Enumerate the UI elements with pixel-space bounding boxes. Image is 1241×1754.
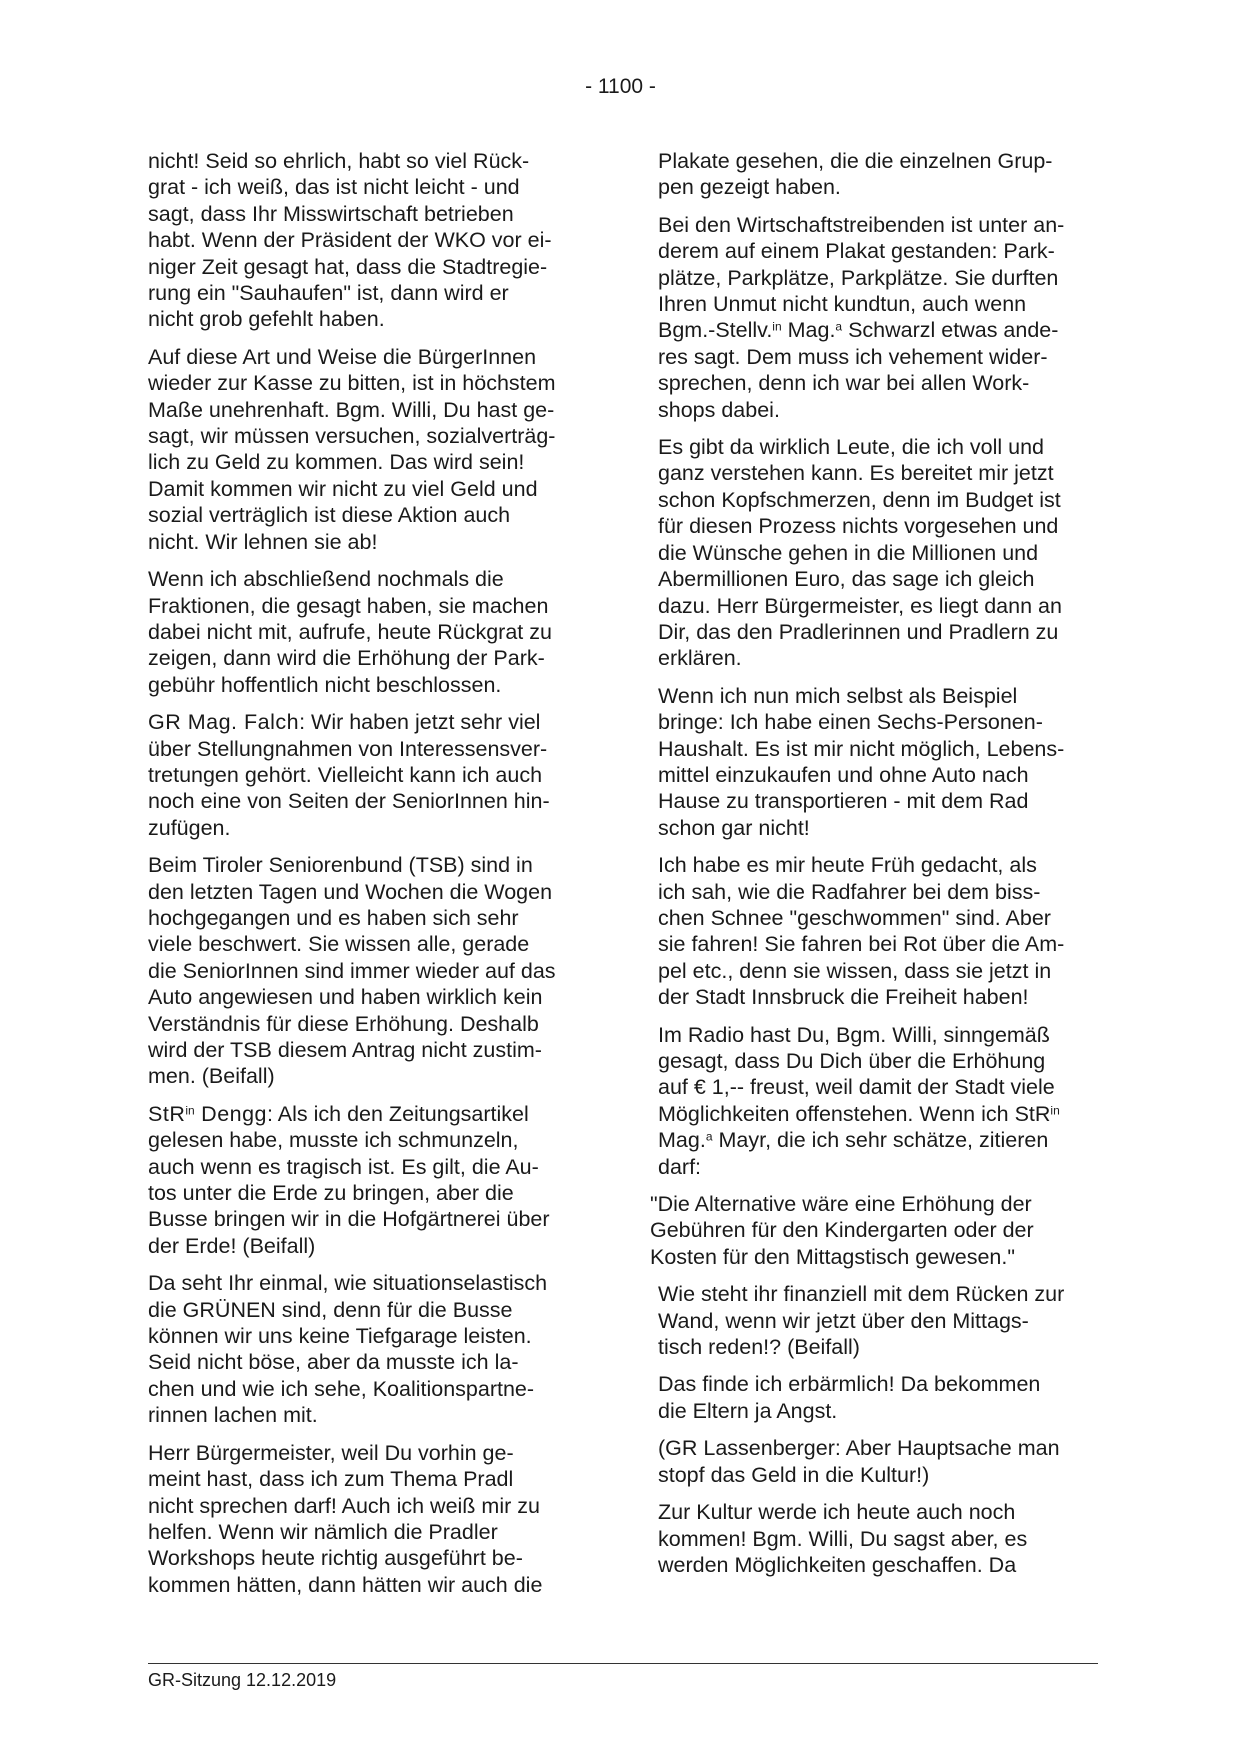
superscript: a bbox=[705, 1129, 713, 1144]
superscript: in bbox=[772, 319, 782, 334]
footer-session-date: GR-Sitzung 12.12.2019 bbox=[148, 1670, 337, 1690]
paragraph: Wie steht ihr finanziell mit dem Rücken zur Wand, wenn wir jetzt über den Mittags- tisch reden!? (Beifall) bbox=[658, 1282, 1065, 1360]
text-run: Mag. bbox=[658, 1128, 706, 1153]
paragraph: Es gibt da wirklich Leute, die ich voll und ganz verstehen kann. Es bereitet mir jetzt schon Kopfschmerzen, denn im Budget ist für diesen Prozess nichts vorgesehen und die Wünsche gehen in die Millionen und Abermillionen Euro, das sage ich gleich dazu. Herr Bürgermeister, es liegt dann an Dir, das den Pradlerinnen und Pradlern zu erklären. bbox=[658, 435, 1062, 671]
paragraph-speech-falch bbox=[148, 709, 588, 841]
speech-text: : Als ich den Zeitungsartikel gelesen habe, musste ich schmunzeln, auch wenn es tragisch ist. Es gilt, die Au- tos unter die Erde zu bringen, aber die Busse bringen wir in die Hofgärtnerei über der Erde! (Beifall) bbox=[148, 1101, 550, 1258]
quote-paragraph: "Die Alternative wäre eine Erhöhung der Gebühren für den Kindergarten oder der Kosten für den Mittagstisch gewesen." bbox=[650, 1192, 1034, 1269]
page-number: - 1100 - bbox=[585, 75, 656, 98]
paragraph bbox=[658, 1022, 1098, 1180]
speech-text: : Wir haben jetzt sehr viel über Stellungnahmen von Interessensver- tretungen gehört. Vielleicht kann ich auch noch eine von Seiten der SeniorInnen hin- zufügen. bbox=[148, 710, 550, 840]
interjection-paragraph: (GR Lassenberger: Aber Hauptsache man stopf das Geld in die Kultur!) bbox=[658, 1436, 1060, 1487]
text-run: Im Radio hast Du, Bgm. Willi, sinngemäß gesagt, dass Du Dich über die Erhöhung auf € 1,-- freust, weil damit der Stadt viele Möglichkeiten offenstehen. Wenn ich StR bbox=[658, 1022, 1055, 1126]
paragraph bbox=[658, 212, 1098, 423]
speaker-name: GR Mag. Falch bbox=[148, 710, 300, 735]
superscript: in bbox=[1050, 1103, 1060, 1118]
paragraph: Da seht Ihr einmal, wie situationselastisch die GRÜNEN sind, denn für die Busse können wir uns keine Tiefgarage leisten. Seid nicht böse, aber da musste ich la- chen und wie ich sehe, Koalitionspartne- rinnen lachen mit. bbox=[148, 1271, 548, 1428]
paragraph: Zur Kultur werde ich heute auch noch kommen! Bgm. Willi, Du sagst aber, es werden Möglichkeiten geschaffen. Da bbox=[658, 1500, 1028, 1577]
left-column bbox=[148, 148, 588, 1609]
paragraph: Wenn ich nun mich selbst als Beispiel bringe: Ich habe einen Sechs-Personen- Haushalt. Es ist mir nicht möglich, Lebens- mittel einzukaufen und ohne Auto nach Hause zu transportieren - mit dem Rad schon gar nicht! bbox=[658, 683, 1065, 840]
paragraph-speech-dengg bbox=[148, 1101, 588, 1259]
paragraph: Wenn ich abschließend nochmals die Fraktionen, die gesagt haben, sie machen dabei nicht mit, aufrufe, heute Rückgrat zu zeigen, dann wird die Erhöhung der Park- gebühr hoffentlich nicht beschlossen. bbox=[148, 567, 552, 697]
paragraph: Das finde ich erbärmlich! Da bekommen die Eltern ja Angst. bbox=[658, 1372, 1041, 1423]
superscript: in bbox=[185, 1103, 195, 1118]
speaker-name-tail: Dengg bbox=[194, 1101, 268, 1126]
right-column bbox=[650, 148, 1098, 1589]
paragraph: Herr Bürgermeister, weil Du vorhin ge- meint hast, dass ich zum Thema Pradl nicht sprechen darf! Auch ich weiß mir zu helfen. Wenn wir nämlich die Pradler Workshops heute richtig ausgeführt be- kommen hätten, dann hätten wir auch die bbox=[148, 1440, 543, 1597]
speaker-name: StR bbox=[148, 1101, 186, 1126]
paragraph: Plakate gesehen, die die einzelnen Grup- pen gezeigt haben. bbox=[658, 149, 1053, 200]
paragraph: Beim Tiroler Seniorenbund (TSB) sind in den letzten Tagen und Wochen die Wogen hochgegangen und es haben sich sehr viele beschwert. Sie wissen alle, gerade die SeniorInnen sind immer wieder auf das Auto angewiesen und haben wirklich kein Verständnis für diese Erhöhung. Deshalb wird der TSB diesem Antrag nicht zustim- men. (Beifall) bbox=[148, 853, 556, 1089]
text-run: Mag. bbox=[781, 318, 836, 343]
text-run: Bei den Wirtschaftstreibenden ist unter an- derem auf einem Plakat gestanden: Park- plätze, Parkplätze, Parkplätze. Sie durften Ihren Unmut nicht kundtun, auch wenn Bgm.-Stellv. bbox=[658, 212, 1065, 343]
paragraph: Ich habe es mir heute Früh gedacht, als ich sah, wie die Radfahrer bei dem biss- chen Schnee "geschwommen" sind. Aber sie fahren! Sie fahren bei Rot über die Am- pel etc., denn sie wissen, dass sie jetzt in der Stadt Innsbruck die Freiheit haben! bbox=[658, 853, 1065, 1010]
text-run: Mayr, die ich sehr schätze, zitieren darf: bbox=[658, 1128, 1049, 1179]
paragraph: nicht! Seid so ehrlich, habt so viel Rück- grat - ich weiß, das ist nicht leicht - und sagt, dass Ihr Misswirtschaft betrieben habt. Wenn der Präsident der WKO vor ei- niger Zeit gesagt hat, dass die Stadtregie- rung ein "Sauhaufen" ist, dann wird er nicht grob gefehlt haben. bbox=[148, 149, 552, 332]
superscript: a bbox=[835, 319, 843, 334]
text-run: Schwarzl etwas ande- res sagt. Dem muss ich vehement wider- sprechen, denn ich war bei allen Work- shops dabei. bbox=[658, 318, 1059, 422]
footer-divider bbox=[148, 1663, 1098, 1664]
paragraph: Auf diese Art und Weise die BürgerInnen wieder zur Kasse zu bitten, ist in höchstem Maße unehrenhaft. Bgm. Willi, Du hast ge- sagt, wir müssen versuchen, sozialverträg- lich zu Geld zu kommen. Das wird sein! Damit kommen wir nicht zu viel Geld und sozial verträglich ist diese Aktion auch nicht. Wir lehnen sie ab! bbox=[148, 344, 556, 554]
